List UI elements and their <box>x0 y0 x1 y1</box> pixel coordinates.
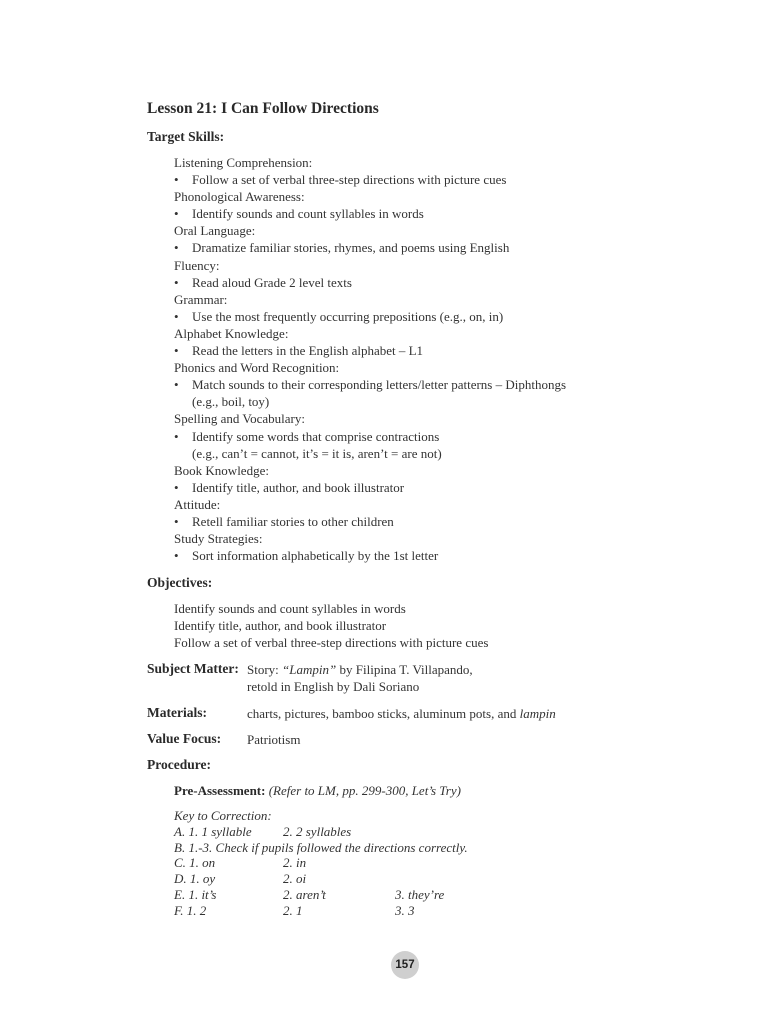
objectives-heading: Objectives: <box>147 575 213 590</box>
objective-item: Identify sounds and count syllables in words <box>174 601 406 616</box>
pre-assessment-ref: (Refer to LM, pp. 299-300, Let’s Try) <box>268 783 461 798</box>
skill-category: Phonological Awareness: <box>174 189 305 205</box>
skill-bullet <box>174 205 694 222</box>
objective-item: Identify title, author, and book illustrator <box>174 618 387 634</box>
skill-category: Grammar: <box>174 291 228 307</box>
story-prefix: Story: <box>247 662 283 677</box>
bullet-icon: • <box>174 513 179 529</box>
subject-matter-value <box>247 661 473 695</box>
lesson-title: Lesson 21: I Can Follow Directions <box>147 100 379 117</box>
skill-category: Oral Language: <box>174 223 256 239</box>
bullet-icon: • <box>174 172 179 188</box>
key-cell: F. 1. 2 <box>174 902 207 918</box>
target-skills-heading: Target Skills: <box>147 129 225 144</box>
key-cell: 2. aren’t <box>283 886 326 902</box>
key-row <box>174 871 307 887</box>
key-row <box>174 823 352 840</box>
key-cell: 2. oi <box>283 871 307 887</box>
objectives-list <box>174 600 488 651</box>
skill-category: Phonics and Word Recognition: <box>174 360 340 376</box>
skill-category: Attitude: <box>174 496 221 512</box>
target-skills-list <box>174 154 694 564</box>
key-row <box>174 902 415 919</box>
key-to-correction <box>174 808 468 919</box>
skill-bullet-text: Identify some words that comprise contractions <box>192 428 440 444</box>
skill-bullet-text: Use the most frequently occurring prepositions (e.g., on, in) <box>192 308 504 324</box>
skill-bullet-text: Identify sounds and count syllables in words <box>192 206 424 222</box>
skill-bullet-text: Dramatize familiar stories, rhymes, and poems using English <box>192 240 510 256</box>
skill-category: Alphabet Knowledge: <box>174 325 289 341</box>
key-cell: 2. 1 <box>283 902 303 918</box>
skill-bullet <box>174 342 694 359</box>
skill-bullet-text: Read aloud Grade 2 level texts <box>192 274 352 290</box>
skill-bullet <box>174 376 694 393</box>
bullet-icon: • <box>174 377 179 393</box>
bullet-icon: • <box>174 428 179 444</box>
objective-item: Follow a set of verbal three-step directions with picture cues <box>174 635 489 651</box>
key-row <box>174 855 307 871</box>
materials-label: Materials: <box>147 705 207 720</box>
page-number-badge: 157 <box>391 951 419 979</box>
pre-assessment-line <box>174 783 461 799</box>
bullet-icon: • <box>174 274 179 290</box>
key-cell: D. 1. oy <box>174 871 216 887</box>
pre-assessment-label: Pre-Assessment: <box>174 783 266 798</box>
skill-bullet <box>174 171 694 188</box>
skill-bullet-text: Follow a set of verbal three-step directions with picture cues <box>192 172 507 188</box>
skill-bullet <box>174 547 694 564</box>
skill-category: Listening Comprehension: <box>174 155 313 170</box>
bullet-icon: • <box>174 343 179 359</box>
skill-bullet-continuation: (e.g., can’t = cannot, it’s = it is, aren’t = are not) <box>192 445 442 461</box>
skill-bullet <box>174 479 694 496</box>
bullet-icon: • <box>174 479 179 495</box>
skill-bullet <box>174 428 694 445</box>
key-cell: E. 1. it’s <box>174 886 217 902</box>
story-suffix: by Filipina T. Villapando, <box>336 662 473 677</box>
skill-bullet <box>174 274 694 291</box>
skill-bullet-continuation: (e.g., boil, toy) <box>192 394 270 410</box>
bullet-icon: • <box>174 548 179 564</box>
key-cell: C. 1. on <box>174 855 216 871</box>
skill-category: Spelling and Vocabulary: <box>174 411 305 427</box>
key-cell: 3. 3 <box>395 902 415 918</box>
materials-value: charts, pictures, bamboo sticks, aluminum pots, and lampin <box>247 706 556 721</box>
procedure-heading: Procedure: <box>147 757 211 772</box>
key-cell: 2. in <box>283 855 307 871</box>
skill-bullet <box>174 513 694 530</box>
key-row <box>174 839 468 856</box>
key-cell: A. 1. 1 syllable <box>174 823 252 839</box>
story-retold-line: retold in English by Dali Soriano <box>247 679 420 694</box>
skill-bullet-text: Read the letters in the English alphabet – L1 <box>192 343 424 359</box>
key-cell: B. 1.-3. Check if pupils followed the directions correctly. <box>174 839 468 855</box>
key-row <box>174 886 445 903</box>
skill-bullet-text: Identify title, author, and book illustrator <box>192 479 405 495</box>
skill-bullet <box>174 239 694 256</box>
value-focus-label: Value Focus: <box>147 731 222 746</box>
story-title: “Lampin” <box>282 662 337 677</box>
skill-category: Book Knowledge: <box>174 462 269 478</box>
value-focus-value: Patriotism <box>247 732 301 747</box>
skill-bullet-text: Retell familiar stories to other children <box>192 513 394 529</box>
subject-matter-label: Subject Matter: <box>147 661 239 676</box>
skill-bullet <box>174 308 694 325</box>
key-cell: 3. they’re <box>395 886 445 902</box>
bullet-icon: • <box>174 206 179 222</box>
key-cell: 2. 2 syllables <box>283 823 352 839</box>
skill-bullet-text: Sort information alphabetically by the 1st letter <box>192 548 439 564</box>
materials-italic: lampin <box>519 706 556 721</box>
bullet-icon: • <box>174 240 179 256</box>
key-heading: Key to Correction: <box>174 808 272 823</box>
bullet-icon: • <box>174 308 179 324</box>
skill-category: Study Strategies: <box>174 531 263 547</box>
skill-category: Fluency: <box>174 257 220 273</box>
skill-bullet-text: Match sounds to their corresponding letters/letter patterns – Diphthongs <box>192 377 567 393</box>
